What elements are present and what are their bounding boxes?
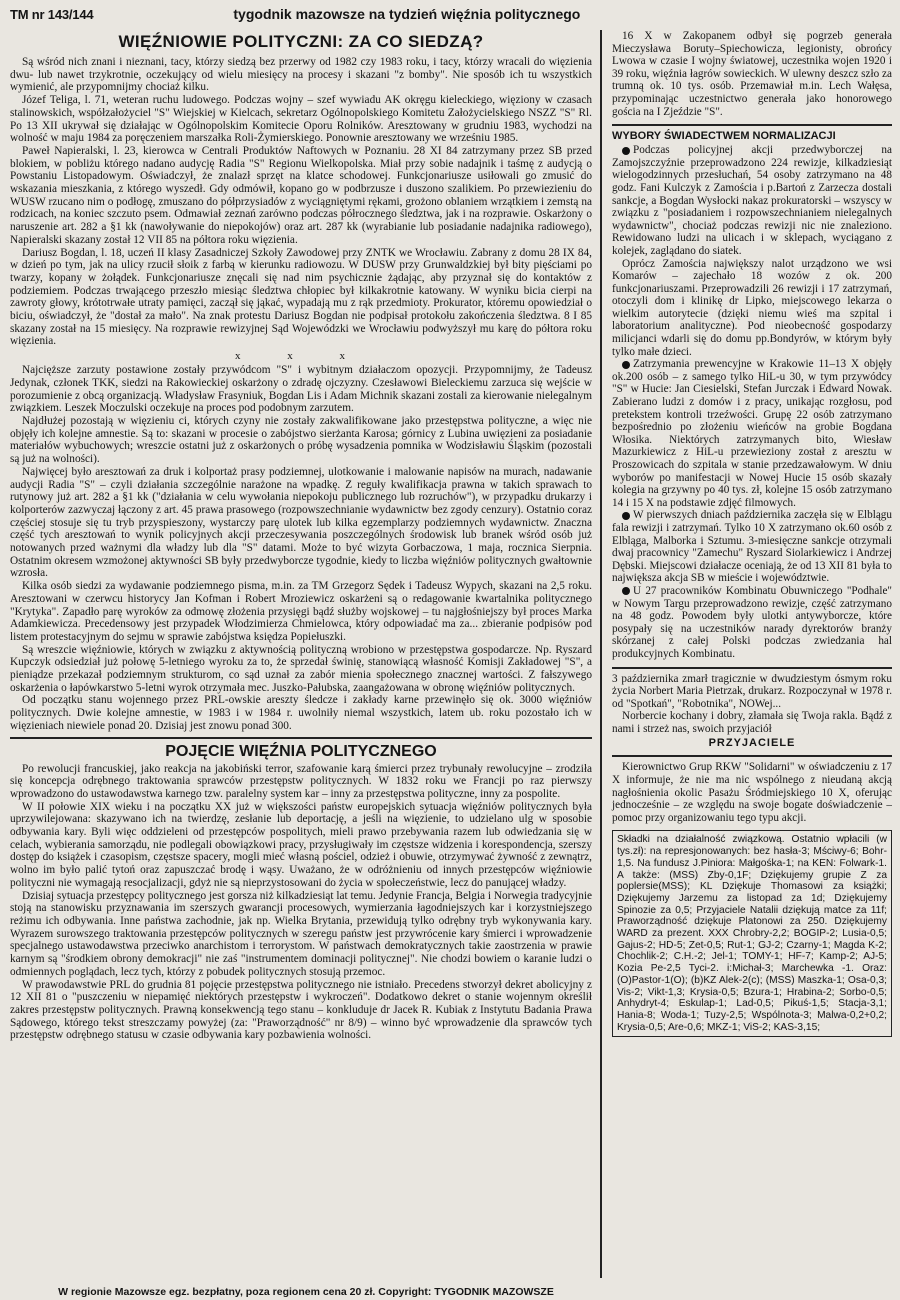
- article2-paragraph: Po rewolucji francuskiej, jako reakcja na jakobiński terror, szafowanie karą śmierci przez trybunały rewolucyjne – zrodziła się koncepcja odrębnego traktowania sprawców przestępstw politycznych. W 1832 roku we Francji po raz pierwszy wprowadzono do ustawodawstwa karnego tzw. paralelny system kar – inny za przestępstwa polityczne, inny za pospolite.: [10, 762, 592, 800]
- article-divider: [10, 737, 592, 739]
- article1-paragraph: Najdłużej pozostają w więzieniu ci, których czyny nie zostały zakwalifikowane jako przestępstwa polityczne, a więc nie objęły ich kolejne amnestie. Są to: skazani w procesie o zabójstwo sierżanta Karosa; górnicy z Lubina uwięzieni za posiadanie materiałów wybuchowych; wreszcie ostatni już z oskarżonych o próbę wysadzenia pomnika w Wodzisławiu Śląskim (pozostali są już na wolności).: [10, 414, 592, 466]
- article1-paragraph: Najcięższe zarzuty postawione zostały przywódcom "S" i wybitnym działaczom opozycji. Przypomnijmy, że Tadeusz Jedynak, członek TKK, siedzi na Rakowieckiej oskarżony o zdradę ojczyzny. Czesławowi Bieleckiemu zarzuca się wejście w porozumienie z obcą organizacją. Władysław Frasyniuk, Bogdan Lis i Adam Michnik skazani zostali za kierowanie nielegalnym związkiem. Leszek Moczulski oczekuje na proces pod podobnym zarzutem.: [10, 364, 592, 415]
- funeral-note: 16 X w Zakopanem odbył się pogrzeb generała Mieczysława Boruty–Spiechowicza, legionisty, obrońcy Lwowa w czasie I wojny światowej, uczestnika wojen 1920 i 39 roku, więźnia łagrów sowieckich. W ulewny deszcz szło za trumną ok. 10 tys. osób. Przemawiał m.in. Lech Wałęsa, przypominając uczestnictwo generała jako honorowego gościa na I Zjeździe "S".: [612, 30, 892, 118]
- elections-item: Zatrzymania prewencyjne w Krakowie 11–13 X objęły ok.200 osób – z samego tylko HiL-u 30, w tym przywódcy "S" w Hucie: Jan Ciesielski, Stefan Jurczak i Edward Nowak. Zabierano ludzi z domów i z pracy, unikając rozgłosu, pod pretekstem kontroli trzeźwości. Grupę 22 osób zatrzymano bezpośrednio po złożeniu wieńców na grobie Bogdana Włosika. Niektórych zatrzymanych bito, Wiesław Mazurkiewicz z HiL-u przewieziony został z aresztu w Proszowicach do szpitala w stanie przedzawałowym. W dniu wyborów po manifestacji w Nowej Hucie 15 osób skazały kolegia na grzywny po 40 tys. zł, kolejne 15 osób zatrzymano 14 i 15 X na podstawie zdjęć filmowych.: [612, 358, 892, 509]
- article1-paragraph: Kilka osób siedzi za wydawanie podziemnego pisma, m.in. za TM Grzegorz Sędek i Tadeusz Wypych, skazani na 2,5 roku. Aresztowani w czerwcu historycy Jan Kofman i Robert Mroziewicz oskarżeni są o redagowanie kwartalnika politycznego "Krytyka". Zapadło parę wyroków za odmowę złożenia przysięgi bądź służby wojskowej – tu najgłośniejszy był proces Marka Adamkiewicza. Precedensowy jest przypadek Włodzimierza Chmielowca, który odpowiadać ma za... zbieranie podpisów pod listem protestacyjnym do sejmu w sprawie zabójstwa księdza Popiełuszki.: [10, 580, 592, 643]
- article2-title: POJĘCIE WIĘŹNIA POLITYCZNEGO: [165, 742, 437, 760]
- obituary-signature: PRZYJACIELE: [708, 737, 796, 750]
- elections-item: Oprócz Zamościa największy nalot urządzono we wsi Komarów – zajechało 18 wozów z ok. 200 funkcjonariuszami. Przeprowadzili 26 rewizji i 17 zatrzymań, otoczyli dom i klinikę dr Lipko, miejscowego lekarza o wielkim autorytecie (dzięki niemu wieś ma szpital i laboratorium analityczne). Pod nieobecność gospodarzy milicjanci wdarli się do domu pp.Bondyrów, w którym były tylko małe dzieci.: [612, 257, 892, 358]
- donations-box: [612, 830, 892, 1037]
- article1-paragraph: Od początku stanu wojennego przez PRL-owskie areszty śledcze i zakłady karne przewinęło się ok. 3000 więźniów politycznych. Dwie kolejne amnestie, w 1983 i w 1984 r. uwolniły niemal wszystkich, latem ub. roku pozostało ich w więzieniach niewiele ponad 20. Dzisiaj jest znowu ponad 300.: [10, 694, 592, 732]
- article1-title: WIĘŹNIOWIE POLITYCZNI: ZA CO SIEDZĄ?: [118, 32, 484, 51]
- article1-paragraph: Są wreszcie więźniowie, których w związku z aktywnością polityczną wrobiono w przestępstwa gospodarcze. Np. Ryszard Kupczyk odsiedział już połowę 5-letniego wyroku za to, że sprzedał świnię, stanowiącą własność Komisji Zakładowej "S", a pieniądze przekazał podziemnym strukturom, co sąd uznał za zabór mienia społecznego znacznej wartości. Z fałszywego oskarżenia o łapówkarstwo 5-letni wyrok otrzymała mec. Juszko-Pałubska, zaangażowana w obronę więźniów politycznych.: [10, 643, 592, 694]
- elections-title: WYBORY ŚWIADECTWEM NORMALIZACJI: [612, 130, 836, 143]
- elections-item: Podczas policyjnej akcji przedwyborczej na Zamojszczyźnie przeprowadzono 224 rewizje, kilkadziesiąt wielogodzinnych przesłuchań, 54 osoby zatrzymano na 48 godz. Fani Kulczyk z Zamościa i p.Bartoń z Zarzecza dostali sankcje, a Bogdan Wysłocki nakaz prokuratorski – wszyscy w związku z "posiadaniem i rozpowszechnianiem nielegalnych wydawnictw", chociaż podczas rewizji nic nie znaleziono. Rewidowano ludzi na ulicach i w sklepach, wyciągano z kolejek, zaglądano do siatek.: [612, 144, 892, 257]
- article1-paragraph: Józef Teliga, l. 71, weteran ruchu ludowego. Podczas wojny – szef wywiadu AK okręgu kieleckiego, więziony w czasach stalinowskich, współzałożyciel "S" Wiejskiej w Kielcach, sekretarz Ogólnopolskiego Komitetu Założycielskiego NSZZ "S" Rl. Po 13 XII ukrywał się działając w Ogólnopolskim Komitecie Oporu Rolników. Aresztowany w grudniu 1983, wychodzi na wolność w maju 1984 za poręczeniem marszałka Roli-Żymierskiego. Ponownie aresztowany we wrześniu 1985.: [10, 94, 592, 145]
- article1-paragraph: Paweł Napieralski, l. 23, kierowca w Centrali Produktów Naftowych w Poznaniu. 28 XI 84 zatrzymany przez SB przed blokiem, w pobliżu którego nadano audycję Radia "S" Regionu Wielkopolska. Miał przy sobie nadajnik i taśmę z audycją o Powstaniu Listopadowym. Oświadczył, że znalazł sprzęt na klatce schodowej. Funkcjonariusze usiłowali go zmusić do wskazania mieszkania, z którego wyszedł. Gdy odmówił, kopano go w podbrzusze i duszono szalikiem. Po przewiezieniu do WUSW rzucano nim o podłogę, zmuszano do półprzysiadów z wyciągniętymi rękami, grożono oblaniem wrzątkiem i zemstą na rodzicach, na koniec szczuto psem. Odmawiał zeznań zarówno podczas półrocznego śledztwa, jak i na rozprawie. Oskarżony o naruszenie art. 282 a §1 kk (nawoływanie do niepokojów) oraz art. 287 kk (wyrabianie lub posiadanie nadajnika radiowego), Napieralski skazany został 12 VII 85 na półtora roku więzienia.: [10, 144, 592, 246]
- donations-list: Składki na działalność związkową. Ostatnio wpłacili (w tys.zł): na represjonowanych: bez hasła-3; Mściwy-6; Bohr-1,5. Na fundusz J.Piniora: Małgośka-1; na KEN: Folwark-1. A także: (MSS) Zby-0,1F; Dziękujemy grupie Z za poplersie(MSS); KL Dziękuje Thomasowi za książki; Dziękujemy Jarzemu za listopad za 1d; Dziękujemy Spinozie za 0,5; Przyjaciele Natalii dziękują matce za 11f; Praworządność dziękuje Platonowi za 250. Dziękujemy WARD za prezent. XXX Chrobry-2,2; BOGIP-2; Lusia-0,5; Gajus-2; HD-5; Zet-0,5; Rut-1; GJ-2; Czarny-1; Magda K-2; Chochlik-2; C.H.-2; Jel-1; TOMY-1; HF-7; Kamp-2; AJ-5; Kozia Pe-2,5 Tyci-2. i:Michał-3; Marchewka -1. Oraz: (O)Pastor-1(O); (b)KZ Alek-2(c); (MSS) Maszka-1; Osa-0,3; Vis-2; Vikt-1,3; Krysia-0,5; Bzura-1; Hrabina-2; Sorbo-0,5; Anhydryt-4; Eskulap-1; Lad-0,5; Pikuś-1,5; Stacja-3,1; Hania-8; Woda-1; Tuzy-2,5; Wspólnota-3; Malwa-0,2+0,2; Krysia-0,5; Are-0,6; MKZ-1; ViS-2; KAS-3,15;: [617, 834, 887, 1033]
- article1-paragraph: Są wśród nich znani i nieznani, tacy, którzy siedzą bez przerwy od 1982 czy 1983 roku, i tacy, którzy wracali do więzienia dwu- lub nawet trzykrotnie, oczekujący od wielu miesięcy na procesy i skazani "z bomby". Nie sposób ich tu wszystkich wymienić, ale przypomnijmy chociaż kilku.: [10, 56, 592, 94]
- article2-paragraph: Dzisiaj sytuacja przestępcy politycznego jest gorsza niż kilkadziesiąt lat temu. Jedynie Francja, Belgia i Norwegia tradycyjnie stoją na stanowisku przyznawania im szerszych gwarancji procesowych, wymierzania łagodniejszych kar i korzystniejszego reżimu ich odbywania. Inne państwa zachodnie, jak np. Wielka Brytania, przewidują tylko odrębny tryb wykonywania kary. Wyrazem surowszego traktowania przestępców politycznych w szeregu państw jest przywrócenie kary śmierci i wprowadzenie specjalnego ustawodawstwa przeciwko anarchistom i terrorystom. W państwach demokratycznych takie zaostrzenia w prawie karnym są "środkiem obrony demokracji" nie zaś "instrumentem dominacji politycznej". Nie chodzi bowiem o karanie ludzi o odmiennych poglądach, lecz tych, którzy z pobudek politycznych stosują przemoc.: [10, 889, 592, 978]
- section-divider: [612, 667, 892, 669]
- section-separator: x x x: [235, 350, 367, 363]
- right-column: [602, 30, 892, 1278]
- bullet-icon: [622, 587, 630, 595]
- section-divider: [612, 755, 892, 757]
- obituary-farewell: Norbercie kochany i dobry, złamała się Twoja rakla. Bądź z nami i strzeż nas, swoich przyjaciół: [612, 710, 892, 735]
- elections-item: U 27 pracowników Kombinatu Obuwniczego "Podhale" w Nowym Targu przeprowadzono rewizje, część zatrzymano na 48 godz. Powodem były ulotki antywyborcze, które posypały się na uczestników narady dyrektorów branży skórzanej z całej Polski podczas zwiedzania hal produkcyjnych Kombinatu.: [612, 584, 892, 660]
- elections-item: W pierwszych dniach października zaczęła się w Elblągu fala rewizji i zatrzymań. Tylko 10 X zatrzymano ok.60 osób z Elbląga, Malborka i Sztumu. 3-miesięczne sankcje otrzymali dwaj pracownicy "Zamechu" Ryszard Siolarkiewicz i Andrzej Dębski. Miejscowi działacze oceniają, że od 13 XII 81 była to największa akcja SB w mieście i województwie.: [612, 509, 892, 585]
- bullet-icon: [622, 512, 630, 520]
- section-divider: [612, 124, 892, 126]
- page-footer: W regionie Mazowsze egz. bezpłatny, poza regionem cena 20 zł. Copyright: TYGODNIK MAZOWSZE: [58, 1286, 554, 1298]
- bullet-icon: [622, 361, 630, 369]
- left-column: [10, 30, 602, 1278]
- obituary: 3 października zmarł tragicznie w dwudziestym ósmym roku życia Norbert Maria Pietrzak, drukarz. Rozpoczynał w 1978 r. od "Spotkań", "Robotnika", NOWej...: [612, 672, 892, 710]
- article1-paragraph: Najwięcej było aresztowań za druk i kolportaż prasy podziemnej, ulotkowanie i malowanie napisów na murach, nadawanie audycji Radia "S" – czyli działania szczególnie narażone na wpadkę. Z reguły kwalifikacja prawna w takich sprawach to rutynowy już art. 282 a §1 kk ("działania w celu wywołania niepokoju publicznego lub rozruchów"), w przypadku drukarzy i kolporterów zazwyczaj łączony z art. 45 prawa prasowego (rozpowszechnianie wydawnictw bez zgody cenzury). Ostatnio coraz częściej stosuje się tu tryb przyspieszony, wystarczy parę ulotek lub kilka egzemplarzy podziemnych wydawnictw. Znaczna część tych aresztowań to wynik policyjnych akcji przeczesywania poszczególnych środowisk lub branek wśród osób już notowanych przed ważnymi dla władzy lub dla "S" datami. Może to być wizyta Gorbaczowa, 1 maja, rocznica Sierpnia. Ostatnim okresem wzmożonej aktywności SB były przedwyborcze tygodnie, kiedy to liczba więźniów politycznych gwałtownie wzrosła.: [10, 465, 592, 580]
- article2-paragraph: W II połowie XIX wieku i na początku XX już w większości państw europejskich sytuacja więźniów politycznych była uprzywilejowana: skazywano ich na twierdzę, zesłanie lub deportację, a jeśli na więzienie, to udzielano ulg w sposobie odbywania kary. Byli więc oddzieleni od przestępców pospolitych, mieli prawo przebywania razem lub odwiedzania się w celach, wybierania samorządu, nie podlegali obowiązkowi pracy, przysługiwały im częstsze widzenia i korespondencja, szerszy dostęp do książek i czasopism, częstsze spacery, mogli mieć własną pościel, odzież i obuwie, otrzymywać żywność z zewnątrz, wolno im było palić tytoń oraz zapuszczać brodę i wąsy. Uważano, że w odróżnieniu od innych przestępców więźniowie polityczni nie wymagają resocjalizacji, gdyż nie są nieprzystosowani do życia w społeczeństwie, lecz do panującej władzy.: [10, 800, 592, 889]
- running-title: tygodnik mazowsze na tydzień więźnia politycznego: [233, 6, 581, 22]
- rkw-statement: Kierownictwo Grup RKW "Solidarni" w oświadczeniu z 17 X informuje, że nie ma nic wspólnego z nieudaną akcją nagłośnienia okolic Pasażu Śródmiejskiego 10 X, oferując jednocześnie – ze względu na swoje bogate doświadczenie – pomoc przy organizowaniu tego typu akcji.: [612, 761, 892, 824]
- page-header: [10, 6, 890, 24]
- article1-paragraph: Dariusz Bogdan, l. 18, uczeń II klasy Zasadniczej Szkoły Zawodowej przy ZNTK we Wrocławiu. Zabrany z domu 28 IX 84, w dzień po tym, jak na ulicy rzucił słoik z farbą w kierunku radiowozu. W DUSW przy Grunwaldzkiej był bity pięściami po twarzy, kopany w żołądek. Funkcjonariusze znęcali się nad nim psychicznie żądając, aby przyznał się do kontaktów z podziemiem. Podczas trwającego przeszło miesiąc śledztwa chłopiec był kilkakrotnie katowany. W wyniku bicia cierpi na zawroty głowy, krótotrwałe utraty pamięci, zaczął się jąkać, wypadają mu z rąk przedmioty. Prokurator, któremu opowiedział o biciu, oświadczył, że "dostał za mało". Na znak protestu Dariusz Bogdan nie podpisał protokołu zakończenia śledztwa. 8 I 85 skazany został na 15 miesięcy. Na rozprawie rewizyjnej Sąd Wojewódzki we Wrocławiu podwyższył mu karę do półtora roku więzienia.: [10, 246, 592, 348]
- article2-paragraph: W prawodawstwie PRL do grudnia 81 pojęcie przestępstwa politycznego nie istniało. Precedens stworzył dekret abolicyjny z 12 XII 81 o "puszczeniu w niepamięć niektórych przestępstw i wykroczeń". Dodatkowo dekret o stanie wojennym określił zakres przestępstw politycznych. Prawną konsekwencją tego stanu – konkluduje dr Jacek R. Kubiak z Instytutu Badania Prawa Sądowego, którego tekst streszczamy powyżej (za: "Praworządność" nr 8/9) – winno być wprowadzenie dla sprawców tych przestępstw odrębnego statusu w czasie odbywania kary pozbawienia wolności.: [10, 978, 592, 1042]
- columns: [10, 30, 892, 1278]
- bullet-icon: [622, 147, 630, 155]
- issue-number: TM nr 143/144: [10, 7, 94, 22]
